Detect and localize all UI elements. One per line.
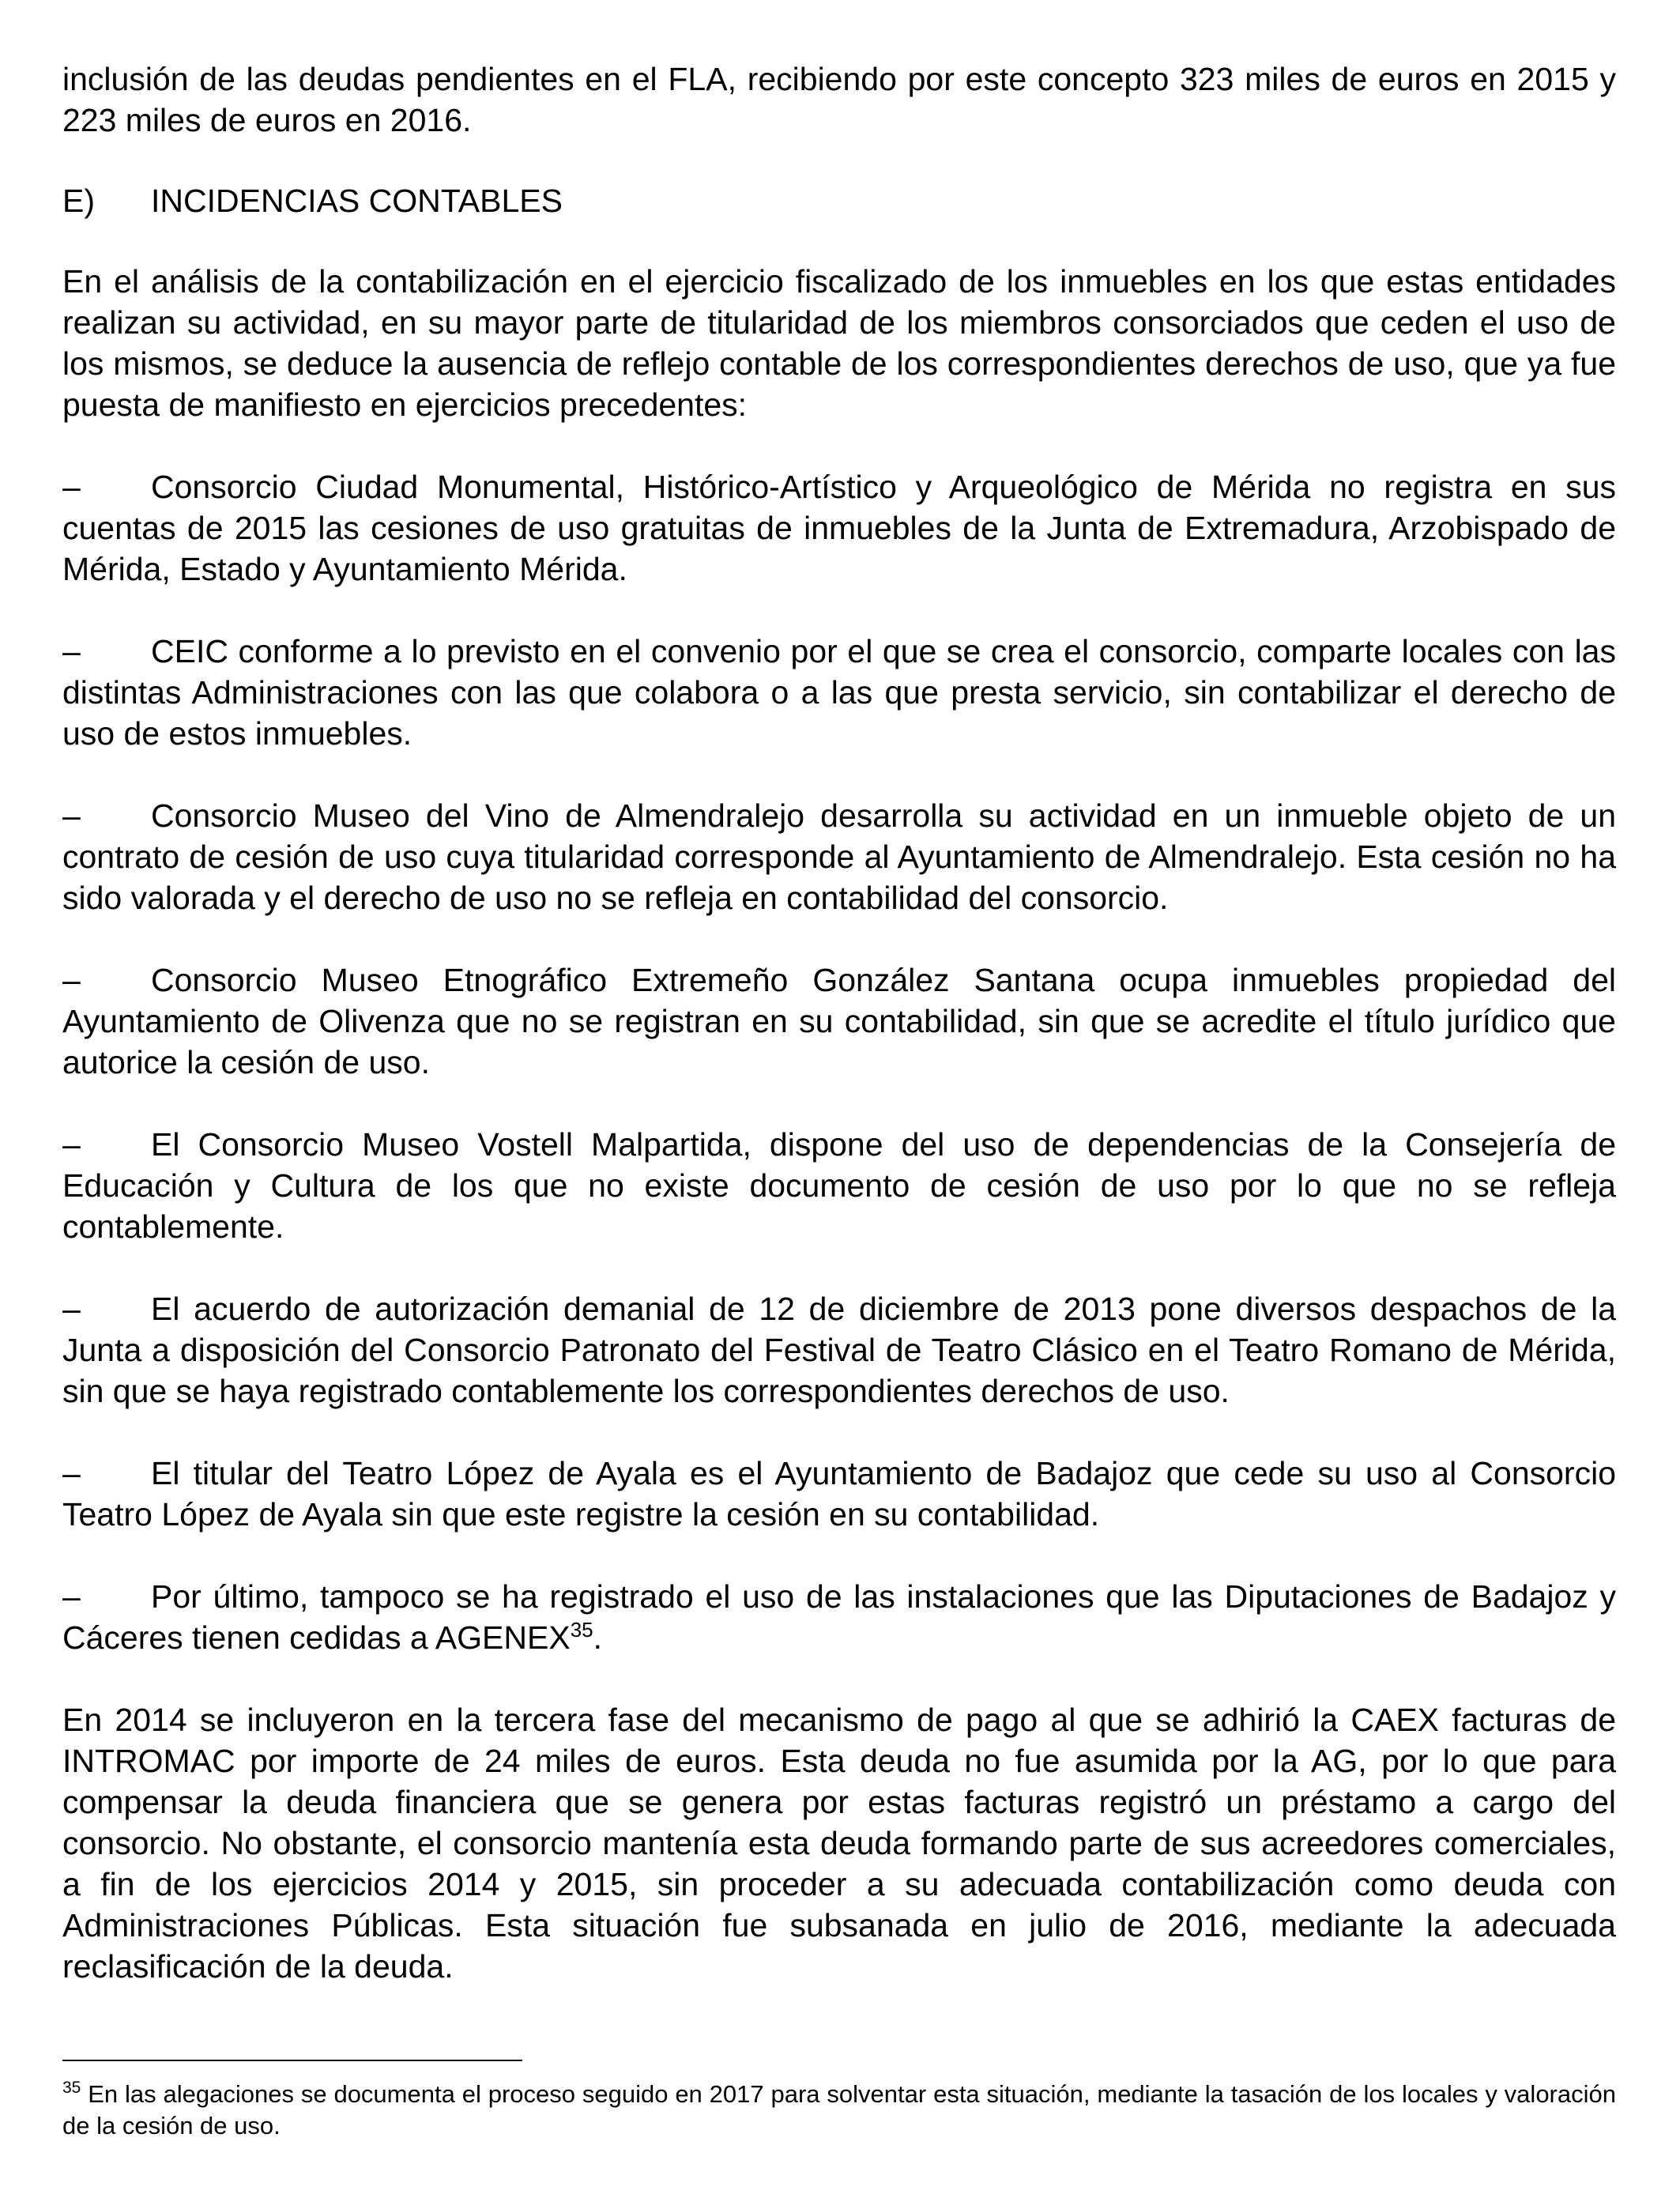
bullet-dash: – — [62, 797, 81, 834]
footnote — [62, 2079, 1616, 2142]
lead-paragraph: En el análisis de la contabilización en el ejercicio fiscalizado de los inmuebles en los que estas entidades realizan su actividad, en su mayor parte de titularidad de los miembros consorciados que ceden el uso de los mismos, se deduce la ausencia de reflejo contable de los correspondientes derechos de uso, que ya fue puesta de manifiesto en ejercicios precedentes: — [62, 263, 1616, 423]
bullet-item — [62, 1453, 1616, 1535]
document-page — [62, 58, 1616, 1987]
bullet-item — [62, 795, 1616, 918]
bullet-item — [62, 959, 1616, 1083]
bullet-item — [62, 631, 1616, 754]
bullet-item-last — [62, 1576, 1616, 1658]
bullet-text: El Consorcio Museo Vostell Malpartida, dispone del uso de dependencias de la Consejería de Educación y Cultura de los que no existe documento de cesión de uso por lo que no se refleja contablemente. — [62, 1126, 1616, 1245]
final-paragraph: En 2014 se incluyeron en la tercera fase del mecanismo de pago al que se adhirió la CAEX facturas de INTROMAC por importe de 24 miles de euros. Esta deuda no fue asumida por la AG, por lo que para compensar la deuda financiera que se genera por estas facturas registró un préstamo a cargo del consorcio. No obstante, el consorcio mantenía esta deuda formando parte de sus acreedores comerciales, a fin de los ejercicios 2014 y 2015, sin proceder a su adecuada contabilización como deuda con Administraciones Públicas. Esta situación fue subsanada en julio de 2016, mediante la adecuada reclasificación de la deuda. — [62, 1702, 1616, 1985]
bullet-text: El titular del Teatro López de Ayala es el Ayuntamiento de Badajoz que cede su uso al Consorcio Teatro López de Ayala sin que este registre la cesión en su contabilidad. — [62, 1455, 1616, 1532]
bullet-text: CEIC conforme a lo previsto en el convenio por el que se crea el consorcio, comparte locales con las distintas Administraciones con las que colabora o a las que presta servicio, sin contabilizar el derecho de uso de estos inmuebles. — [62, 633, 1616, 752]
bullet-text: Consorcio Ciudad Monumental, Histórico-Artístico y Arqueológico de Mérida no registra en sus cuentas de 2015 las cesiones de uso gratuitas de inmuebles de la Junta de Extremadura, Arzobispado de Mérida, Estado y Ayuntamiento Mérida. — [62, 469, 1616, 587]
bullet-dash: – — [62, 469, 81, 505]
section-title: INCIDENCIAS CONTABLES — [151, 183, 563, 219]
bullet-dash: – — [62, 633, 81, 669]
section-heading — [62, 180, 1616, 221]
intro-paragraph: inclusión de las deudas pendientes en el FLA, recibiendo por este concepto 323 miles de euros en 2015 y 223 miles de euros en 2016. — [62, 61, 1616, 138]
bullet-dash: – — [62, 1126, 81, 1163]
footnote-number: 35 — [62, 2079, 81, 2097]
bullet-text: Consorcio Museo del Vino de Almendralejo desarrolla su actividad en un inmueble objeto de un contrato de cesión de uso cuya titularidad corresponde al Ayuntamiento de Almendralejo. Esta cesión no ha sido valorada y el derecho de uso no se refleja en contabilidad del consorcio. — [62, 797, 1616, 916]
bullet-item — [62, 1288, 1616, 1412]
bullet-text: El acuerdo de autorización demanial de 12 de diciembre de 2013 pone diversos despachos de la Junta a disposición del Consorcio Patronato del Festival de Teatro Clásico en el Teatro Romano de Mérida, sin que se haya registrado contablemente los correspondientes derechos de uso. — [62, 1291, 1616, 1409]
bullet-dash: – — [62, 1455, 81, 1491]
bullet-text: Por último, tampoco se ha registrado el uso de las instalaciones que las Diputaciones de Badajoz y Cáceres tienen cedidas a AGENEX — [62, 1578, 1616, 1656]
bullet-end: . — [593, 1619, 603, 1656]
bullet-dash: – — [62, 1291, 81, 1327]
bullet-dash: – — [62, 962, 81, 998]
bullet-item — [62, 466, 1616, 590]
bullet-dash: – — [62, 1578, 81, 1615]
section-letter: E) — [62, 183, 95, 219]
footnote-text: En las alegaciones se documenta el proceso seguido en 2017 para solventar esta situación, mediante la tasación de los locales y valoración de la cesión de uso. — [62, 2080, 1616, 2139]
footnote-reference[interactable]: 35 — [570, 1618, 593, 1642]
bullet-text: Consorcio Museo Etnográfico Extremeño González Santana ocupa inmuebles propiedad del Ayuntamiento de Olivenza que no se registran en su contabilidad, sin que se acredite el título jurídico que autorice la cesión de uso. — [62, 962, 1616, 1080]
footnote-separator — [62, 2060, 522, 2061]
bullet-item — [62, 1124, 1616, 1247]
